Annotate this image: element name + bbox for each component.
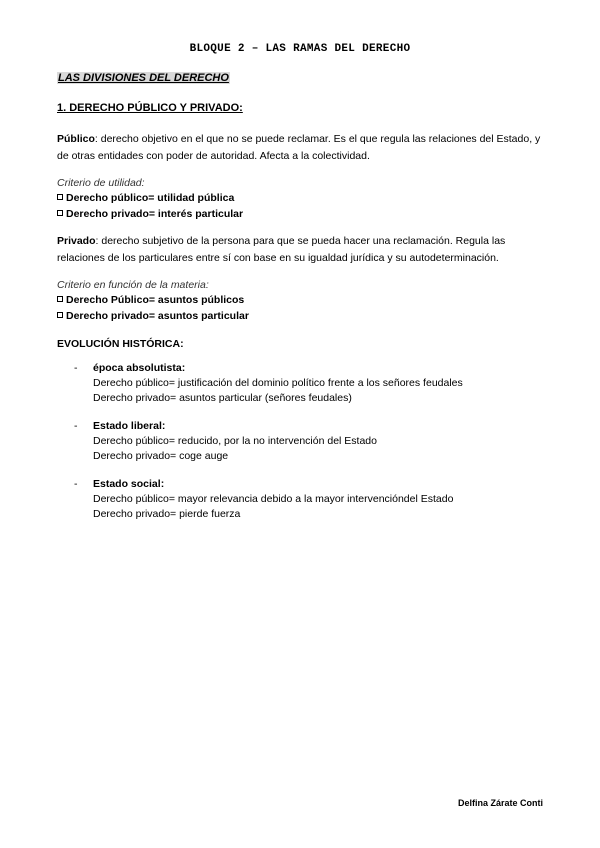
document-title: BLOQUE 2 – LAS RAMAS DEL DERECHO — [189, 43, 411, 55]
list-item: Derecho público= utilidad pública — [57, 190, 243, 206]
criterio-utilidad-label: Criterio de utilidad: — [57, 177, 145, 189]
era-line: Derecho privado= coge auge — [93, 450, 229, 462]
dash-bullet: - — [74, 362, 78, 374]
criterio-materia-label: Criterio en función de la materia: — [57, 279, 209, 291]
publico-text: : derecho objetivo en el que no se puede reclamar. Es el que regula las relaciones del Estado, y de otras entidades con poder de autoridad. Afecta a la colectividad. — [57, 133, 541, 162]
era-title: época absolutista: — [93, 362, 186, 374]
square-bullet-icon — [57, 312, 63, 318]
privado-term: Privado — [57, 235, 96, 247]
list-item: Derecho privado= asuntos particular — [57, 308, 249, 324]
privado-paragraph — [57, 233, 547, 267]
dash-bullet: - — [74, 420, 78, 432]
publico-paragraph — [57, 131, 547, 165]
era-item — [74, 477, 453, 522]
era-line: Derecho público= reducido, por la no intervención del Estado — [93, 435, 377, 447]
list-item: Derecho privado= interés particular — [57, 206, 243, 222]
square-bullet-icon — [57, 210, 63, 216]
square-bullet-icon — [57, 296, 63, 302]
era-line: Derecho público= justificación del dominio político frente a los señores feudales — [93, 377, 463, 389]
section-heading: LAS DIVISIONES DEL DERECHO — [58, 72, 229, 84]
dash-bullet: - — [74, 478, 78, 490]
publico-term: Público — [57, 133, 95, 145]
list-item: Derecho Público= asuntos públicos — [57, 292, 249, 308]
evolucion-heading: EVOLUCIÓN HISTÓRICA: — [57, 338, 184, 350]
era-title: Estado social: — [93, 478, 165, 490]
square-bullet-icon — [57, 194, 63, 200]
era-line: Derecho privado= asuntos particular (señores feudales) — [93, 392, 352, 404]
era-item — [74, 361, 463, 406]
era-item — [74, 419, 377, 464]
era-line: Derecho público= mayor relevancia debido a la mayor intervencióndel Estado — [93, 493, 454, 505]
footer-author: Delfina Zárate Conti — [457, 798, 543, 808]
criterio-materia-list — [57, 292, 249, 324]
privado-text: : derecho subjetivo de la persona para que se pueda hacer una reclamación. Regula las relaciones de los particulares entre sí con base en su igualdad jurídica y su autodeterminación. — [57, 235, 506, 264]
subsection-heading: 1. DERECHO PÚBLICO Y PRIVADO: — [57, 102, 243, 114]
era-line: Derecho privado= pierde fuerza — [93, 508, 241, 520]
era-title: Estado liberal: — [93, 420, 166, 432]
criterio-utilidad-list — [57, 190, 243, 222]
